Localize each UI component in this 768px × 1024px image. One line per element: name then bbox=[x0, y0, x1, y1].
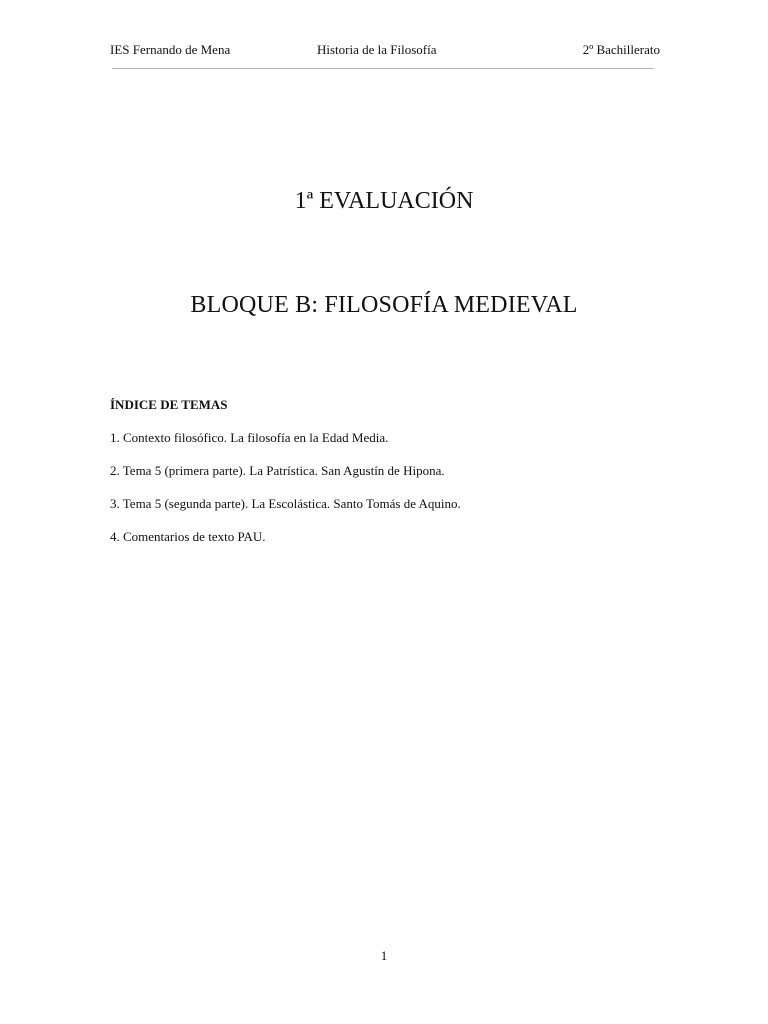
topic-index bbox=[110, 395, 670, 547]
topic-item-4: 4. Comentarios de texto PAU. bbox=[110, 529, 266, 544]
topic-item-1: 1. Contexto filosófico. La filosofía en la Edad Media. bbox=[110, 430, 389, 445]
index-heading: ÍNDICE DE TEMAS bbox=[110, 397, 228, 412]
block-title: BLOQUE B: FILOSOFÍA MEDIEVAL bbox=[190, 292, 578, 318]
page-header bbox=[110, 42, 658, 62]
header-course: 2º Bachillerato bbox=[582, 42, 660, 57]
topic-item-2: 2. Tema 5 (primera parte). La Patrística. San Agustín de Hipona. bbox=[110, 463, 445, 478]
header-school: IES Fernando de Mena bbox=[110, 42, 231, 57]
topic-list bbox=[110, 428, 670, 547]
header-divider bbox=[112, 68, 654, 69]
page-number: 1 bbox=[380, 948, 388, 963]
evaluation-title: 1ª EVALUACIÓN bbox=[294, 188, 474, 214]
header-subject: Historia de la Filosofía bbox=[317, 42, 437, 57]
topic-item-3: 3. Tema 5 (segunda parte). La Escolástica. Santo Tomás de Aquino. bbox=[110, 496, 461, 511]
